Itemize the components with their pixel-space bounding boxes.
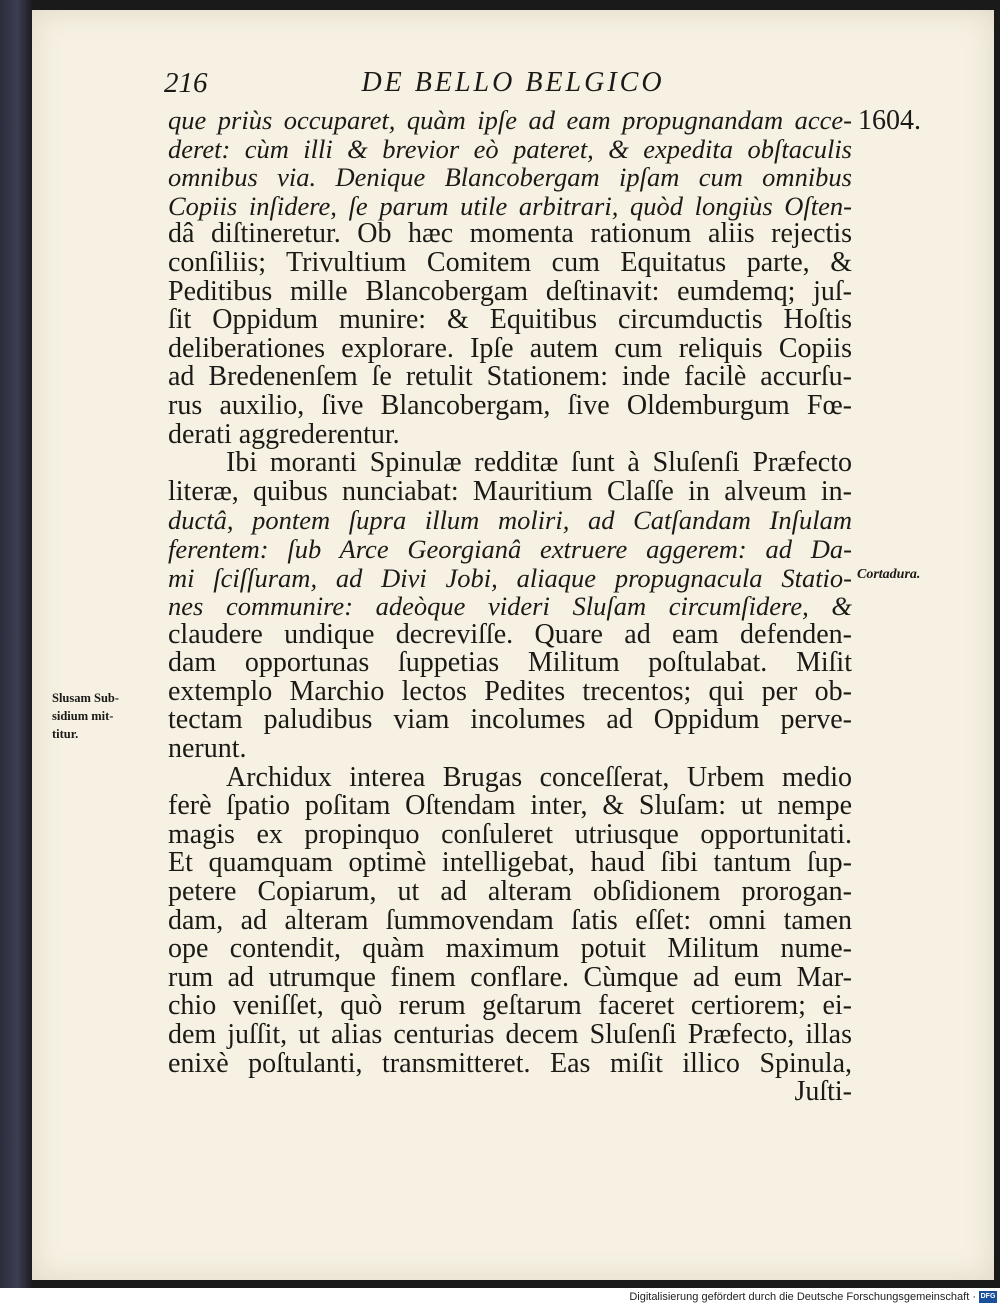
adjacent-page-edge (0, 0, 32, 1288)
footer-credit: Digitalisierung gefördert durch die Deutsche Forschungsgemeinschaft · (629, 1291, 976, 1303)
page-number: 216 (164, 67, 208, 99)
text-line: deret: cùm illi & brevior eò pateret, & expedita obſtaculis (168, 133, 852, 164)
text-line: rum ad utrumque finem conflare. Cùmque ad eum Mar- (168, 961, 852, 993)
margin-note-cortadura: Cortadura. (857, 567, 921, 582)
text-line: chio veniſſet, quò rerum geſtarum faceret certiorem; ei- (168, 990, 852, 1022)
text-line: ſit Oppidum munire: & Equitibus circumductis Hoſtis (168, 304, 852, 336)
text-line: derati aggrederentur. (168, 418, 400, 450)
text-line: literæ, quibus nunciabat: Mauritium Claſſe in alveum in- (168, 475, 852, 507)
page-header (32, 65, 994, 105)
text-line: Copiis inſidere, ſe parum utile arbitrari, quòd longiùs Oſten- (168, 190, 852, 221)
text-line: dam, ad alteram ſummovendam ſatis eſſet: omni tamen (168, 904, 852, 936)
margin-note-line: sidium mit- (52, 709, 114, 723)
text-line: tectam paludibus viam incolumes ad Oppidum perve- (168, 704, 852, 736)
text-line: dem juſſit, ut alias centurias decem Sluſenſi Præfecto, illas (168, 1019, 852, 1050)
text-line: dâ diſtineretur. Ob hæc momenta rationum aliis rejectis (168, 218, 852, 250)
text-line: claudere undique decreviſſe. Quare ad eam defenden- (168, 618, 852, 650)
margin-note-line: titur. (52, 727, 79, 741)
text-line: ad Bredenenſem ſe retulit Stationem: inde facilè accurſu- (168, 361, 852, 393)
margin-note-line: Slusam Sub- (52, 691, 120, 705)
text-line: Et quamquam optimè intelligebat, haud ſibi tantum ſup- (168, 847, 852, 879)
text-line: Ibi moranti Spinulæ redditæ ſunt à Sluſenſi Præfecto (226, 447, 852, 479)
margin-note-slusam (52, 689, 119, 743)
text-line: ope contendit, quàm maximum potuit Militum nume- (168, 933, 852, 965)
text-line: petere Copiarum, ut ad alteram obſidionem prorogan- (168, 876, 852, 908)
text-line: Archidux interea Brugas conceſſerat, Urbem medio (226, 761, 852, 793)
text-line: nerunt. (168, 733, 247, 765)
text-line: Peditibus mille Blancobergam deſtinavit: eumdemq; juſ- (168, 275, 852, 307)
book-page (32, 10, 994, 1280)
text-line: extemplo Marchio lectos Pedites trecentos; qui per ob- (168, 675, 852, 707)
text-line: magis ex propinquo conſuleret utriusque opportunitati. (168, 818, 852, 850)
text-line: nes communire: adeòque videri Sluſam circumſidere, & (168, 591, 852, 622)
text-line: omnibus via. Denique Blancobergam ipſam cum omnibus (168, 162, 852, 193)
dfg-logo-icon: DFG (979, 1291, 997, 1303)
running-head: DE BELLO BELGICO (361, 67, 665, 98)
footer-credit-bar (0, 1288, 1000, 1307)
body-text (168, 106, 852, 1107)
margin-year: 1604. (858, 105, 921, 136)
text-line: mi ſciſſuram, ad Divi Jobi, aliaque propugnacula Statio- (168, 562, 852, 593)
text-line: ferè ſpatio poſitam Oſtendam inter, & Sluſam: ut nempe (168, 790, 852, 822)
catchword: Juſti- (794, 1076, 852, 1108)
text-line: conſiliis; Trivultium Comitem cum Equitatus parte, & (168, 246, 852, 278)
text-line: deliberationes explorare. Ipſe autem cum reliquis Copiis (168, 332, 852, 364)
text-line: ferentem: ſub Arce Georgianâ extruere aggerem: ad Da- (168, 533, 852, 564)
text-line: enixè poſtulanti, transmitteret. Eas miſit illico Spinula, (168, 1047, 852, 1079)
text-line: rus auxilio, ſive Blancobergam, ſive Oldemburgum Fœ- (168, 389, 852, 421)
text-line: ductâ, pontem ſupra illum moliri, ad Catſandam Inſulam (168, 505, 852, 536)
text-line: dam opportunas ſuppetias Militum poſtulabat. Miſit (168, 647, 852, 679)
text-line: que priùs occuparet, quàm ipſe ad eam propugnandam acce- (168, 105, 852, 135)
